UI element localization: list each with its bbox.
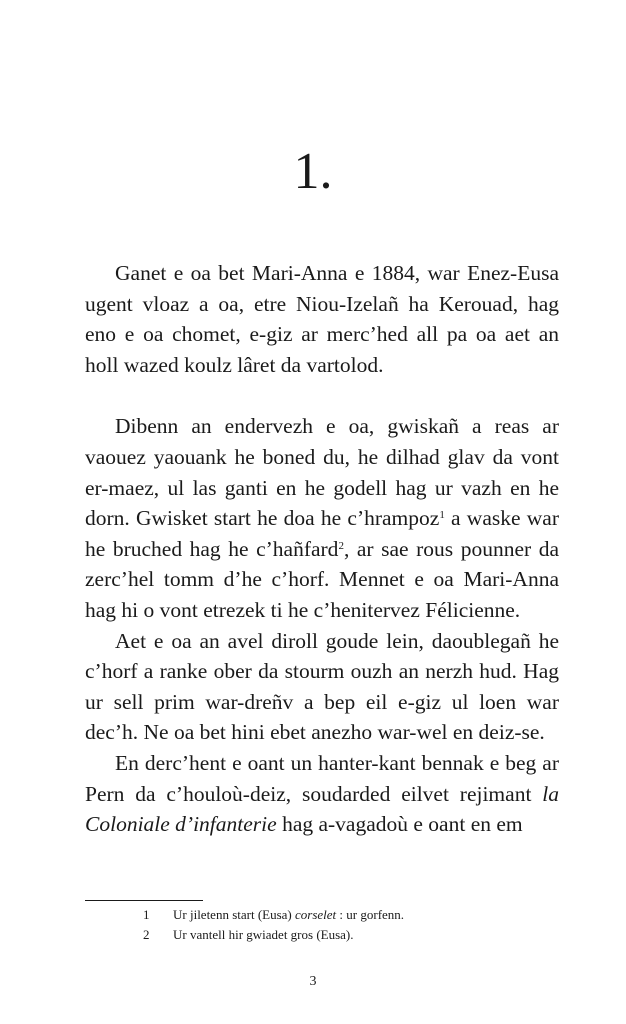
- footnote-separator: [85, 900, 203, 901]
- paragraph-2-part-3: , ar sae rous pounner da zerc’hel tomm d’he c’horf. Mennet e oa Mari-Anna hag hi o vont etrezek ti he c’henitervez Félicienne.: [85, 536, 559, 622]
- chapter-number: 1.: [293, 143, 333, 200]
- footnote-text-before: Ur jiletenn start (Eusa): [173, 907, 296, 922]
- footnote-ref-1[interactable]: 1: [439, 509, 445, 522]
- paragraph-2: [85, 411, 559, 625]
- paragraph-4-part-2: hag a-vagadoù e oant en em: [276, 812, 523, 837]
- paragraph-2-part-1: Dibenn an endervezh e oa, gwiskañ a reas ar vaouez yaouank he boned du, he dilhad glav da vont er-maez, ul las ganti en he godell hag ur vazh en he dorn. Gwisket start he doa he c’hrampoz: [85, 414, 559, 531]
- paragraph-3: Aet e oa an avel diroll goude lein, daoublegañ he c’horf a ranke ober da stourm ouzh an nerzh hud. Hag ur sell prim war-dreñv a bep eil e-giz ul loen war dec’h. Ne oa bet hini ebet anezho war-wel en deiz-se.: [85, 628, 559, 745]
- paragraph-4: [85, 748, 559, 840]
- page-number: 3: [309, 974, 317, 989]
- paragraph-2-part-2: a waske war he bruched hag he c’hañfard: [85, 506, 559, 561]
- chapter-body: [85, 258, 559, 840]
- footnote-number: 2: [143, 927, 150, 942]
- paragraph-1: Ganet e oa bet Mari-Anna e 1884, war Enez-Eusa ugent vloaz a oa, etre Niou-Izelañ ha Kerouad, hag eno e oa chomet, e-giz ar merc’hed all pa oa aet an holl wazed koulz lâret da vartolod.: [85, 261, 559, 377]
- footnote-text: Ur vantell hir gwiadet gros (Eusa).: [173, 927, 354, 942]
- footnote-2: [85, 925, 559, 945]
- paragraph-4-italic: la Coloniale d’infanterie: [85, 781, 559, 837]
- footnote-text-after: : ur gorfenn.: [336, 907, 405, 922]
- footnotes: [85, 905, 559, 945]
- footnote-italic: corselet: [295, 907, 337, 922]
- footnote-text: [145, 905, 404, 925]
- footnote-ref-2[interactable]: 2: [338, 539, 344, 552]
- paragraph-4-part-1: En derc’hent e oant un hanter-kant bennak e beg ar Pern da c’houloù-deiz, soudarded eilvet rejimant: [85, 750, 559, 806]
- footnote-number: 1: [143, 907, 150, 922]
- footnote-1: [85, 905, 559, 925]
